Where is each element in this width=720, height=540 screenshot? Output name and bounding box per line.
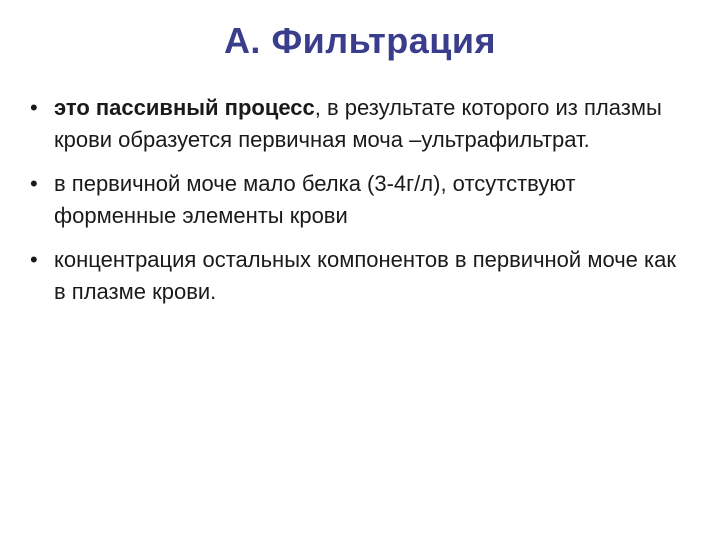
bullet-marker: • <box>30 247 38 272</box>
bullet-item <box>28 244 688 308</box>
bullet-bold-text: это пассивный процесс <box>54 95 315 120</box>
bullet-item <box>28 92 688 156</box>
bullet-marker: • <box>30 95 38 120</box>
bullet-list <box>28 92 688 320</box>
slide-title: А. Фильтрация <box>223 20 497 61</box>
bullet-item <box>28 168 688 232</box>
bullet-text: , в результате которого из плазмы крови образуется первичная моча –ультрафильтрат. <box>54 95 662 152</box>
bullet-marker: • <box>30 171 38 196</box>
bullet-text: концентрация остальных компонентов в первичной моче как в плазме крови. <box>54 247 676 304</box>
bullet-text: в первичной моче мало белка (3-4г/л), отсутствуют форменные элементы крови <box>54 171 576 228</box>
